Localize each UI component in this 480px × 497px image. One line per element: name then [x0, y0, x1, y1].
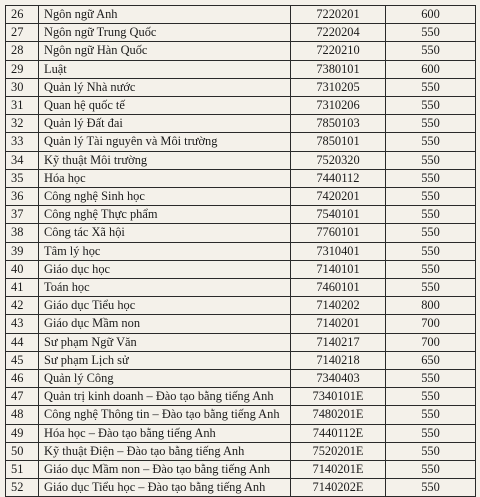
row-number-cell: 40: [6, 260, 39, 278]
table-row: [6, 97, 476, 115]
table-row: [6, 78, 476, 96]
row-number-cell: 47: [6, 388, 39, 406]
major-name-cell: Quan hệ quốc tế: [39, 97, 291, 115]
table-row: [6, 242, 476, 260]
major-code-cell: 7140201E: [291, 461, 386, 479]
major-code-cell: 7520201E: [291, 442, 386, 460]
major-name-cell: Giáo dục Tiểu học – Đào tạo bằng tiếng Anh: [39, 479, 291, 497]
major-code-cell: 7140101: [291, 260, 386, 278]
table-row: [6, 6, 476, 24]
major-name-cell: Kỹ thuật Môi trường: [39, 151, 291, 169]
score-cell: 700: [386, 315, 476, 333]
row-number-cell: 35: [6, 169, 39, 187]
score-cell: 550: [386, 479, 476, 497]
score-cell: 550: [386, 224, 476, 242]
score-cell: 550: [386, 424, 476, 442]
major-code-cell: 7850101: [291, 133, 386, 151]
major-name-cell: Hóa học: [39, 169, 291, 187]
major-name-cell: Quản trị kinh doanh – Đào tạo bằng tiếng Anh: [39, 388, 291, 406]
major-name-cell: Giáo dục Mầm non: [39, 315, 291, 333]
score-cell: 600: [386, 60, 476, 78]
row-number-cell: 44: [6, 333, 39, 351]
major-code-cell: 7310205: [291, 78, 386, 96]
major-name-cell: Công nghệ Thực phẩm: [39, 206, 291, 224]
row-number-cell: 33: [6, 133, 39, 151]
score-cell: 550: [386, 242, 476, 260]
major-name-cell: Quản lý Tài nguyên và Môi trường: [39, 133, 291, 151]
major-name-cell: Công tác Xã hội: [39, 224, 291, 242]
table-row: [6, 24, 476, 42]
major-code-cell: 7850103: [291, 115, 386, 133]
table-row: [6, 42, 476, 60]
major-name-cell: Sư phạm Ngữ Văn: [39, 333, 291, 351]
table-row: [6, 279, 476, 297]
table-row: [6, 424, 476, 442]
row-number-cell: 29: [6, 60, 39, 78]
major-name-cell: Giáo dục học: [39, 260, 291, 278]
major-code-cell: 7220204: [291, 24, 386, 42]
row-number-cell: 37: [6, 206, 39, 224]
major-name-cell: Ngôn ngữ Anh: [39, 6, 291, 24]
major-code-cell: 7140202E: [291, 479, 386, 497]
score-cell: 550: [386, 188, 476, 206]
major-code-cell: 7480201E: [291, 406, 386, 424]
row-number-cell: 46: [6, 370, 39, 388]
major-name-cell: Ngôn ngữ Hàn Quốc: [39, 42, 291, 60]
table-row: [6, 461, 476, 479]
table-row: [6, 206, 476, 224]
major-code-cell: 7140218: [291, 351, 386, 369]
table-row: [6, 406, 476, 424]
table-row: [6, 333, 476, 351]
table-row: [6, 115, 476, 133]
major-code-cell: 7340403: [291, 370, 386, 388]
row-number-cell: 41: [6, 279, 39, 297]
table-row: [6, 169, 476, 187]
table-row: [6, 60, 476, 78]
row-number-cell: 32: [6, 115, 39, 133]
score-cell: 550: [386, 260, 476, 278]
major-name-cell: Giáo dục Tiểu học: [39, 297, 291, 315]
major-code-cell: 7540101: [291, 206, 386, 224]
table-row: [6, 297, 476, 315]
score-cell: 550: [386, 461, 476, 479]
table-row: [6, 151, 476, 169]
major-name-cell: Toán học: [39, 279, 291, 297]
major-code-cell: 7310206: [291, 97, 386, 115]
major-name-cell: Tâm lý học: [39, 242, 291, 260]
table-row: [6, 224, 476, 242]
score-cell: 550: [386, 279, 476, 297]
score-cell: 550: [386, 442, 476, 460]
row-number-cell: 26: [6, 6, 39, 24]
table-row: [6, 315, 476, 333]
score-cell: 550: [386, 169, 476, 187]
table-row: [6, 370, 476, 388]
row-number-cell: 34: [6, 151, 39, 169]
major-name-cell: Kỹ thuật Điện – Đào tạo bằng tiếng Anh: [39, 442, 291, 460]
major-name-cell: Quản lý Đất đai: [39, 115, 291, 133]
table-row: [6, 260, 476, 278]
major-code-cell: 7140202: [291, 297, 386, 315]
major-name-cell: Quản lý Nhà nước: [39, 78, 291, 96]
major-code-cell: 7310401: [291, 242, 386, 260]
major-name-cell: Luật: [39, 60, 291, 78]
major-code-cell: 7340101E: [291, 388, 386, 406]
row-number-cell: 36: [6, 188, 39, 206]
major-name-cell: Ngôn ngữ Trung Quốc: [39, 24, 291, 42]
score-cell: 550: [386, 42, 476, 60]
score-cell: 550: [386, 78, 476, 96]
major-code-cell: 7760101: [291, 224, 386, 242]
score-cell: 800: [386, 297, 476, 315]
major-name-cell: Công nghệ Sinh học: [39, 188, 291, 206]
major-name-cell: Sư phạm Lịch sử: [39, 351, 291, 369]
table-row: [6, 442, 476, 460]
score-cell: 650: [386, 351, 476, 369]
score-cell: 550: [386, 151, 476, 169]
row-number-cell: 42: [6, 297, 39, 315]
row-number-cell: 39: [6, 242, 39, 260]
major-code-cell: 7380101: [291, 60, 386, 78]
major-code-cell: 7420201: [291, 188, 386, 206]
major-code-cell: 7460101: [291, 279, 386, 297]
row-number-cell: 49: [6, 424, 39, 442]
major-code-cell: 7220210: [291, 42, 386, 60]
row-number-cell: 43: [6, 315, 39, 333]
major-name-cell: Hóa học – Đào tạo bằng tiếng Anh: [39, 424, 291, 442]
score-cell: 550: [386, 388, 476, 406]
row-number-cell: 38: [6, 224, 39, 242]
score-cell: 550: [386, 406, 476, 424]
major-code-cell: 7440112E: [291, 424, 386, 442]
score-cell: 550: [386, 206, 476, 224]
admission-table: [5, 5, 476, 497]
major-name-cell: Giáo dục Mầm non – Đào tạo bằng tiếng Anh: [39, 461, 291, 479]
score-cell: 600: [386, 6, 476, 24]
table-row: [6, 188, 476, 206]
score-cell: 550: [386, 115, 476, 133]
table-row: [6, 133, 476, 151]
score-cell: 700: [386, 333, 476, 351]
score-cell: 550: [386, 24, 476, 42]
major-code-cell: 7440112: [291, 169, 386, 187]
major-code-cell: 7140217: [291, 333, 386, 351]
table-row: [6, 351, 476, 369]
row-number-cell: 48: [6, 406, 39, 424]
score-cell: 550: [386, 97, 476, 115]
score-cell: 550: [386, 133, 476, 151]
table-row: [6, 388, 476, 406]
row-number-cell: 51: [6, 461, 39, 479]
row-number-cell: 52: [6, 479, 39, 497]
major-code-cell: 7520320: [291, 151, 386, 169]
row-number-cell: 31: [6, 97, 39, 115]
score-cell: 550: [386, 370, 476, 388]
major-name-cell: Quản lý Công: [39, 370, 291, 388]
major-code-cell: 7220201: [291, 6, 386, 24]
row-number-cell: 27: [6, 24, 39, 42]
row-number-cell: 28: [6, 42, 39, 60]
major-code-cell: 7140201: [291, 315, 386, 333]
table-row: [6, 479, 476, 497]
major-name-cell: Công nghệ Thông tin – Đào tạo bằng tiếng Anh: [39, 406, 291, 424]
row-number-cell: 50: [6, 442, 39, 460]
row-number-cell: 30: [6, 78, 39, 96]
table-body: [6, 6, 476, 497]
row-number-cell: 45: [6, 351, 39, 369]
